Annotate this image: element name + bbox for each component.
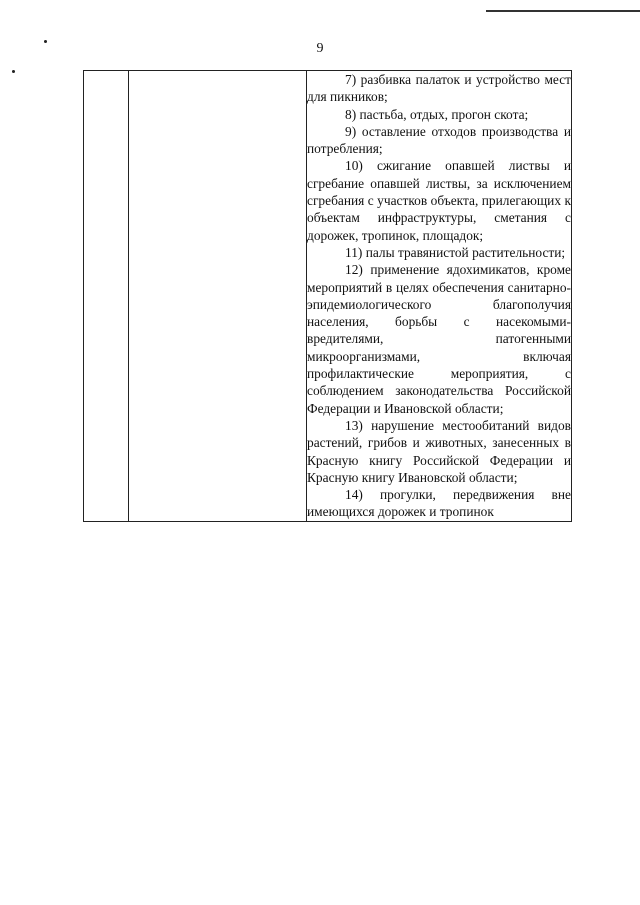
list-item: 12) применение ядохимикатов, кроме мероприятий в целях обеспечения санитарно-эпидемиологического благополучия населения, борьбы с насекомыми-вредителями, патогенными микроорганизмами, включая профилактические мероприятия, с соблюдением законодательства Российской Федерации и Ивановской области; (307, 262, 571, 416)
list-item: 10) сжигание опавшей листвы и сгребание опавшей листвы, за исключением сгребания с участков объекта, прилегающих к объектам инфраструктуры, сметания с дорожек, тропинок, площадок; (307, 158, 571, 243)
scan-artifact-line (486, 10, 640, 12)
table-cell-zone (129, 71, 307, 522)
table-cell-number (84, 71, 129, 522)
list-item: 7) разбивка палаток и устройство мест для пикников; (307, 72, 571, 105)
prohibitions-table (83, 70, 572, 522)
scan-speck (12, 70, 15, 73)
list-item: 8) пастьба, отдых, прогон скота; (345, 106, 529, 122)
table-cell-prohibitions (307, 71, 572, 522)
page-number: 9 (316, 41, 324, 56)
list-item: 13) нарушение местообитаний видов растений, грибов и животных, занесенных в Красную книгу Российской Федерации и Красную книгу Ивановской области; (307, 417, 571, 485)
list-item: 9) оставление отходов производства и потребления; (307, 123, 571, 157)
list-item: 14) прогулки, передвижения вне имеющихся дорожек и тропинок (307, 487, 571, 520)
table-row (84, 71, 572, 522)
list-item: 11) палы травянистой растительности; (345, 244, 566, 260)
